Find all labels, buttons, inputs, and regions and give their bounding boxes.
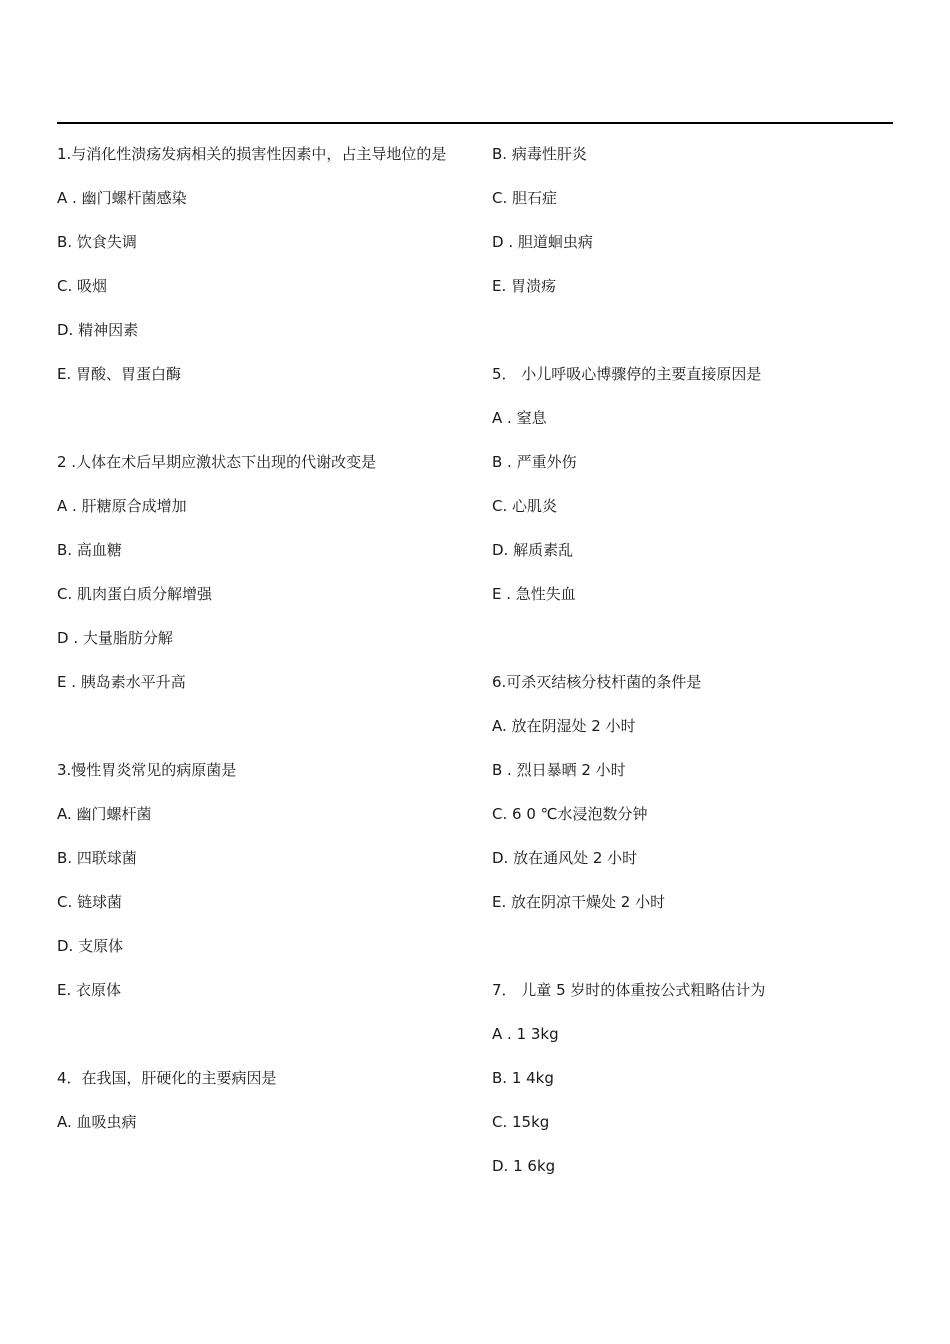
question-1-option-d: D. 精神因素 (57, 321, 139, 339)
question-1-option-a: A . 幽门螺杆菌感染 (57, 189, 187, 207)
question-3-option-c: C. 链球菌 (57, 893, 123, 911)
spacer (492, 932, 902, 976)
question-6-option-d: D. 放在通风处 2 小时 (492, 849, 638, 867)
question-2-option-d: D . 大量脂肪分解 (57, 629, 173, 647)
left-column (57, 140, 467, 1152)
question-4-option-d: D . 胆道蛔虫病 (492, 233, 593, 251)
question-4-option-b: B. 病毒性肝炎 (492, 145, 587, 163)
question-3-option-d: D. 支原体 (57, 937, 124, 955)
question-3-stem: 3.慢性胃炎常见的病原菌是 (57, 761, 237, 779)
question-2-option-c: C. 肌肉蛋白质分解增强 (57, 585, 213, 603)
question-2-option-b: B. 高血糖 (57, 541, 122, 559)
question-1-option-e: E. 胃酸、胃蛋白酶 (57, 365, 182, 383)
question-5-option-e: E . 急性失血 (492, 585, 576, 603)
question-1-option-c: C. 吸烟 (57, 277, 108, 295)
question-6-stem: 6.可杀灭结核分枝杆菌的条件是 (492, 673, 702, 691)
question-5-option-d: D. 解质素乱 (492, 541, 574, 559)
header-rule (57, 122, 893, 124)
question-5-option-b: B . 严重外伤 (492, 453, 577, 471)
question-5-option-c: C. 心肌炎 (492, 497, 558, 515)
spacer (57, 1020, 467, 1064)
question-5-option-a: A . 窒息 (492, 409, 547, 427)
spacer (492, 624, 902, 668)
question-4-option-c: C. 胆石症 (492, 189, 558, 207)
question-3-option-b: B. 四联球菌 (57, 849, 137, 867)
question-7-option-d: D. 1 6kg (492, 1157, 556, 1175)
question-7-stem: 7． 儿童 5 岁时的体重按公式粗略估计为 (492, 981, 766, 999)
spacer (57, 404, 467, 448)
question-6-option-a: A. 放在阴湿处 2 小时 (492, 717, 636, 735)
question-3-option-e: E. 衣原体 (57, 981, 122, 999)
spacer (492, 316, 902, 360)
spacer (57, 712, 467, 756)
question-5-stem: 5． 小儿呼吸心博骤停的主要直接原因是 (492, 365, 762, 383)
question-6-option-b: B . 烈日暴晒 2 小时 (492, 761, 626, 779)
right-column (492, 140, 902, 1196)
question-2-option-a: A . 肝糖原合成增加 (57, 497, 187, 515)
question-4-option-e: E. 胃溃疡 (492, 277, 557, 295)
question-1-stem: 1.与消化性溃疡发病相关的损害性因素中，占主导地位的是 (57, 145, 447, 163)
question-7-option-b: B. 1 4kg (492, 1069, 554, 1087)
question-6-option-e: E. 放在阴凉干燥处 2 小时 (492, 893, 666, 911)
question-7-option-c: C. 15kg (492, 1113, 550, 1131)
question-2-stem: 2 .人体在术后早期应激状态下出现的代谢改变是 (57, 453, 377, 471)
question-3-option-a: A. 幽门螺杆菌 (57, 805, 152, 823)
question-1-option-b: B. 饮食失调 (57, 233, 137, 251)
question-7-option-a: A . 1 3kg (492, 1025, 559, 1043)
question-4-stem: 4．在我国，肝硬化的主要病因是 (57, 1069, 277, 1087)
question-6-option-c: C. 6 0 ℃水浸泡数分钟 (492, 805, 648, 823)
question-2-option-e: E . 胰岛素水平升高 (57, 673, 186, 691)
question-4-option-a: A. 血吸虫病 (57, 1113, 137, 1131)
